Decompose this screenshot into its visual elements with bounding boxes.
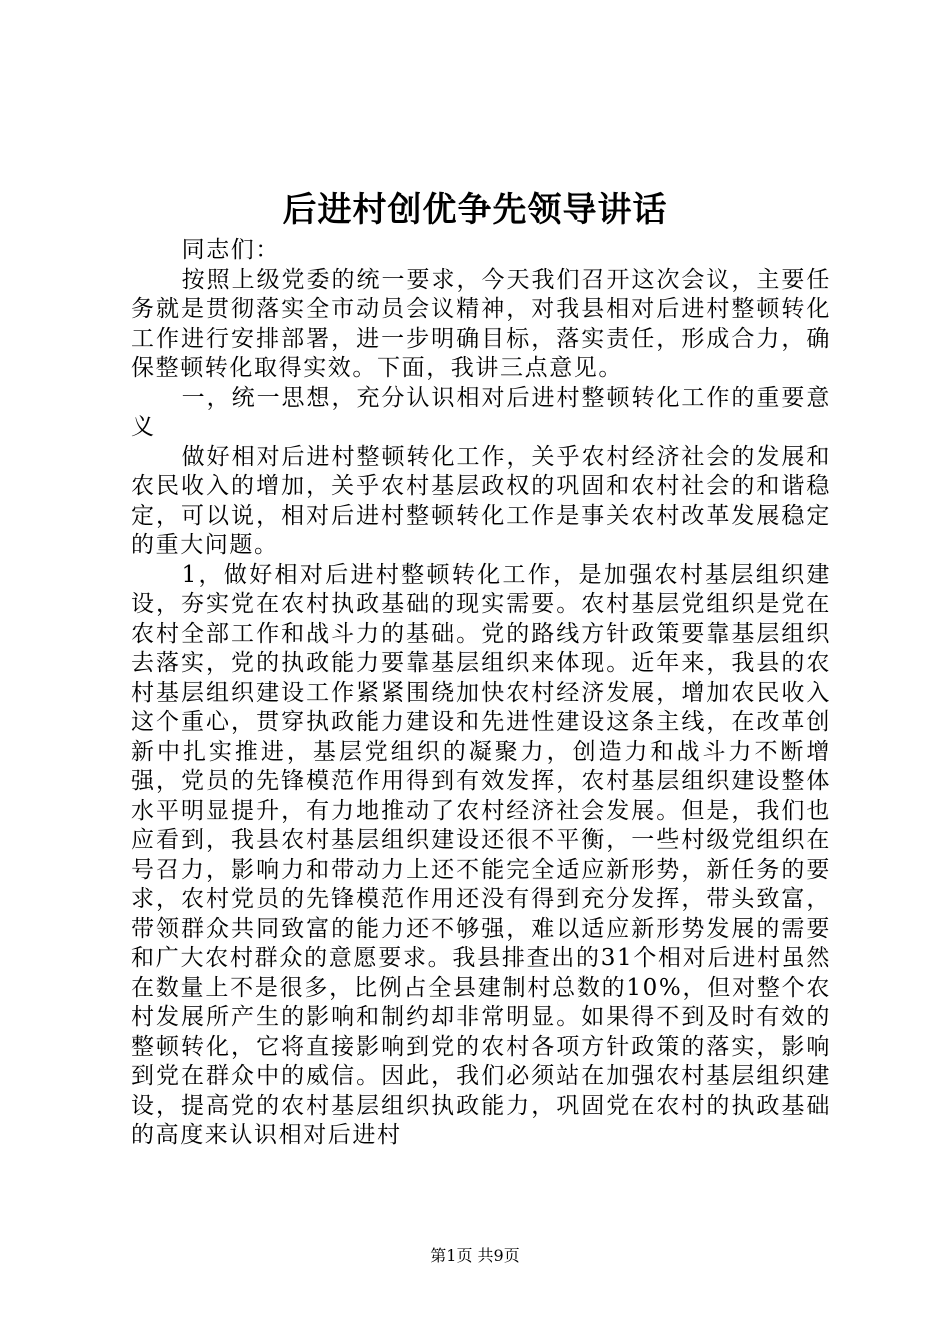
- paragraph-significance: 做好相对后进村整顿转化工作，关乎农村经济社会的发展和农民收入的增加，关乎农村基层政权的巩固和农村社会的和谐稳定，可以说，相对后进村整顿转化工作是事关农村改革发展稳定的重大问题。: [131, 443, 831, 558]
- document-body: [131, 236, 831, 1151]
- document-title: 后进村创优争先领导讲话: [282, 190, 668, 230]
- paragraph-salutation: 同志们：: [181, 237, 280, 263]
- section-heading-1: 一，统一思想，充分认识相对后进村整顿转化工作的重要意义: [131, 384, 831, 440]
- page-footer: 第1页 共9页: [430, 1246, 520, 1265]
- paragraph-intro: 按照上级党委的统一要求，今天我们召开这次会议，主要任务就是贯彻落实全市动员会议精神，对我县相对后进村整顿转化工作进行安排部署，进一步明确目标，落实责任，形成合力，确保整顿转化取得实效。下面，我讲三点意见。: [131, 266, 831, 381]
- paragraph-point-1: 1，做好相对后进村整顿转化工作，是加强农村基层组织建设，夯实党在农村执政基础的现实需要。农村基层党组织是党在农村全部工作和战斗力的基础。党的路线方针政策要靠基层组织去落实，党的执政能力要靠基层组织来体现。近年来，我县的农村基层组织建设工作紧紧围绕加快农村经济发展，增加农民收入这个重心，贯穿执政能力建设和先进性建设这条主线，在改革创新中扎实推进，基层党组织的凝聚力，创造力和战斗力不断增强，党员的先锋模范作用得到有效发挥，农村基层组织建设整体水平明显提升，有力地推动了农村经济社会发展。但是，我们也应看到，我县农村基层组织建设还很不平衡，一些村级党组织在号召力，影响力和带动力上还不能完全适应新形势，新任务的要求，农村党员的先锋模范作用还没有得到充分发挥，带头致富，带领群众共同致富的能力还不够强，难以适应新形势发展的需要和广大农村群众的意愿要求。我县排查出的31个相对后进村虽然在数量上不是很多，比例占全县建制村总数的10%，但对整个农村发展所产生的影响和制约却非常明显。如果得不到及时有效的整顿转化，它将直接影响到党的农村各项方针政策的落实，影响到党在群众中的威信。因此，我们必须站在加强农村基层组织建设，提高党的农村基层组织执政能力，巩固党在农村的执政基础的高度来认识相对后进村: [131, 561, 831, 1148]
